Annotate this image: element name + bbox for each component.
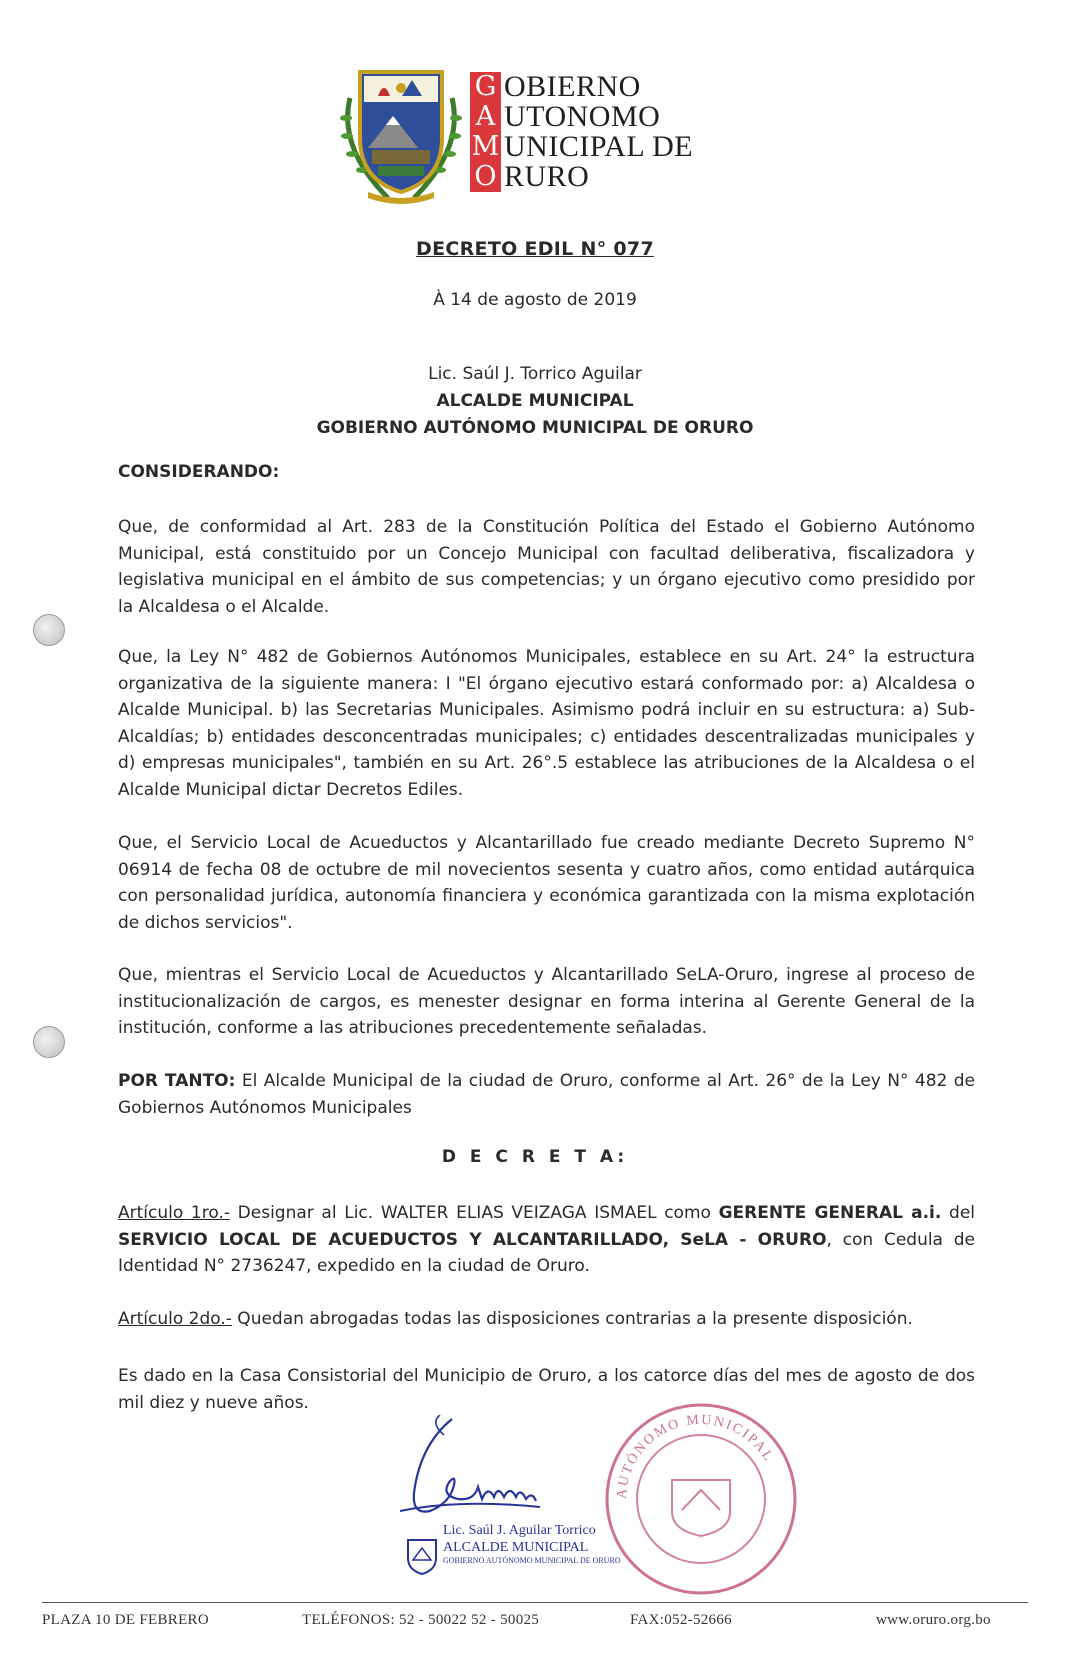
seal-text: AUTÓNOMO MUNICIPAL <box>614 1412 777 1500</box>
article-1-text: del <box>941 1203 975 1223</box>
closing-paragraph: Es dado en la Casa Consistorial del Municipio de Oruro, a los catorce días del mes de agosto de dos mil diez y nueve años. <box>118 1366 975 1413</box>
signature-block <box>443 1522 621 1566</box>
article-2-label: Artículo 2do.- <box>118 1309 232 1329</box>
considerando-paragraph: Que, la Ley N° 482 de Gobiernos Autónomos Municipales, establece en su Art. 24° la estructura organizativa de la siguiente manera: I "El órgano ejecutivo estará conformado por: a) Alcaldesa o Alcalde Municipal. b) las Secretarias Municipales. Asimismo podrá incluir en su estructura: a) Sub-Alcaldías; b) entidades desconcentradas municipales; c) entidades descentralizadas municipales y d) empresas municipales", también en su Art. 26°.5 establece las atribuciones de la Alcaldesa o el Alcalde Municipal dictar Decretos Ediles. <box>118 647 975 800</box>
footer-address: PLAZA 10 DE FEBRERO <box>42 1612 209 1628</box>
official-name: Lic. Saúl J. Torrico Aguilar <box>428 364 642 384</box>
official-role: ALCALDE MUNICIPAL <box>436 391 634 411</box>
footer-phones: TELÉFONOS: 52 - 50022 52 - 50025 <box>302 1612 540 1628</box>
logo-letter: A <box>470 102 501 132</box>
article-1-text: Designar al Lic. WALTER ELIAS VEIZAGA ISMAEL como <box>230 1203 719 1223</box>
official-government: GOBIERNO AUTÓNOMO MUNICIPAL DE ORURO <box>316 418 754 438</box>
signature-role: ALCALDE MUNICIPAL <box>443 1540 589 1555</box>
considerando-paragraph: Que, el Servicio Local de Acueductos y Alcantarillado fue creado mediante Decreto Supremo N° 06914 de fecha 08 de octubre de mil novecientos sesenta y cuatro años, como entidad autárquica con personalidad jurídica, autonomía financiera y económica garantizada con la misma explotación de dichos servicios". <box>118 833 975 933</box>
punch-hole <box>33 1026 65 1058</box>
considerando-paragraph: Que, mientras el Servicio Local de Acueductos y Alcantarillado SeLA-Oruro, ingrese al proceso de institucionalización de cargos, es menester designar en forma interina al Gerente General de la institución, conforme a las atribuciones precedentemente señaladas. <box>118 965 975 1039</box>
article-1-label: Artículo 1ro.- <box>118 1203 230 1223</box>
gamo-logo-words <box>504 72 693 192</box>
footer-website[interactable]: www.oruro.org.bo <box>876 1612 991 1628</box>
footer-fax: FAX:052-52666 <box>630 1612 732 1628</box>
municipal-coat-of-arms-icon <box>338 58 464 206</box>
article-1-entity: SERVICIO LOCAL DE ACUEDUCTOS Y ALCANTARILLADO, SeLA - ORURO <box>118 1229 827 1250</box>
article-1-text: , con Cedula de Identidad N° 2736247, expedido en la ciudad de Oruro. <box>118 1229 975 1277</box>
decree-date: À 14 de agosto de 2019 <box>433 290 637 310</box>
logo-letter: O <box>470 162 501 192</box>
logo-word: RURO <box>504 160 590 193</box>
official-seal-icon <box>602 1400 800 1598</box>
article-2 <box>118 1306 975 1333</box>
article-1-position: GERENTE GENERAL a.i. <box>718 1203 942 1223</box>
logo-letter: G <box>470 72 501 102</box>
logo-word: OBIERNO <box>504 70 641 103</box>
por-tanto-label: POR TANTO: <box>118 1071 236 1091</box>
por-tanto-paragraph <box>118 1068 975 1121</box>
handwritten-signature-icon <box>400 1415 630 1530</box>
footer-divider <box>42 1602 1028 1603</box>
decree-title: DECRETO EDIL N° 077 <box>416 238 654 260</box>
signature-name: Lic. Saúl J. Aguilar Torrico <box>443 1523 596 1538</box>
article-2-text: Quedan abrogadas todas las disposiciones contrarias a la presente disposición. <box>231 1309 913 1329</box>
logo-word: UNICIPAL DE <box>504 130 694 163</box>
logo-letter: M <box>471 131 500 162</box>
decreta-heading: D E C R E T A: <box>441 1147 629 1167</box>
considerando-label: CONSIDERANDO: <box>118 462 280 482</box>
article-1 <box>118 1200 975 1280</box>
punch-hole <box>33 614 65 646</box>
signature-government: GOBIERNO AUTÓNOMO MUNICIPAL DE ORURO <box>443 1556 621 1565</box>
considerando-paragraph: Que, de conformidad al Art. 283 de la Constitución Política del Estado el Gobierno Autónomo Municipal, está constituido por un Concejo Municipal con facultad deliberativa, fiscalizadora y legislativa municipal en el ámbito de sus competencias; y un órgano ejecutivo como presidido por la Alcaldesa o el Alcalde. <box>118 517 975 617</box>
small-coat-of-arms-icon <box>404 1536 440 1576</box>
logo-word: UTONOMO <box>504 100 661 133</box>
gamo-logo-letters <box>470 72 501 192</box>
por-tanto-text: El Alcalde Municipal de la ciudad de Oruro, conforme al Art. 26° de la Ley N° 482 de Gobiernos Autónomos Municipales <box>118 1071 975 1118</box>
